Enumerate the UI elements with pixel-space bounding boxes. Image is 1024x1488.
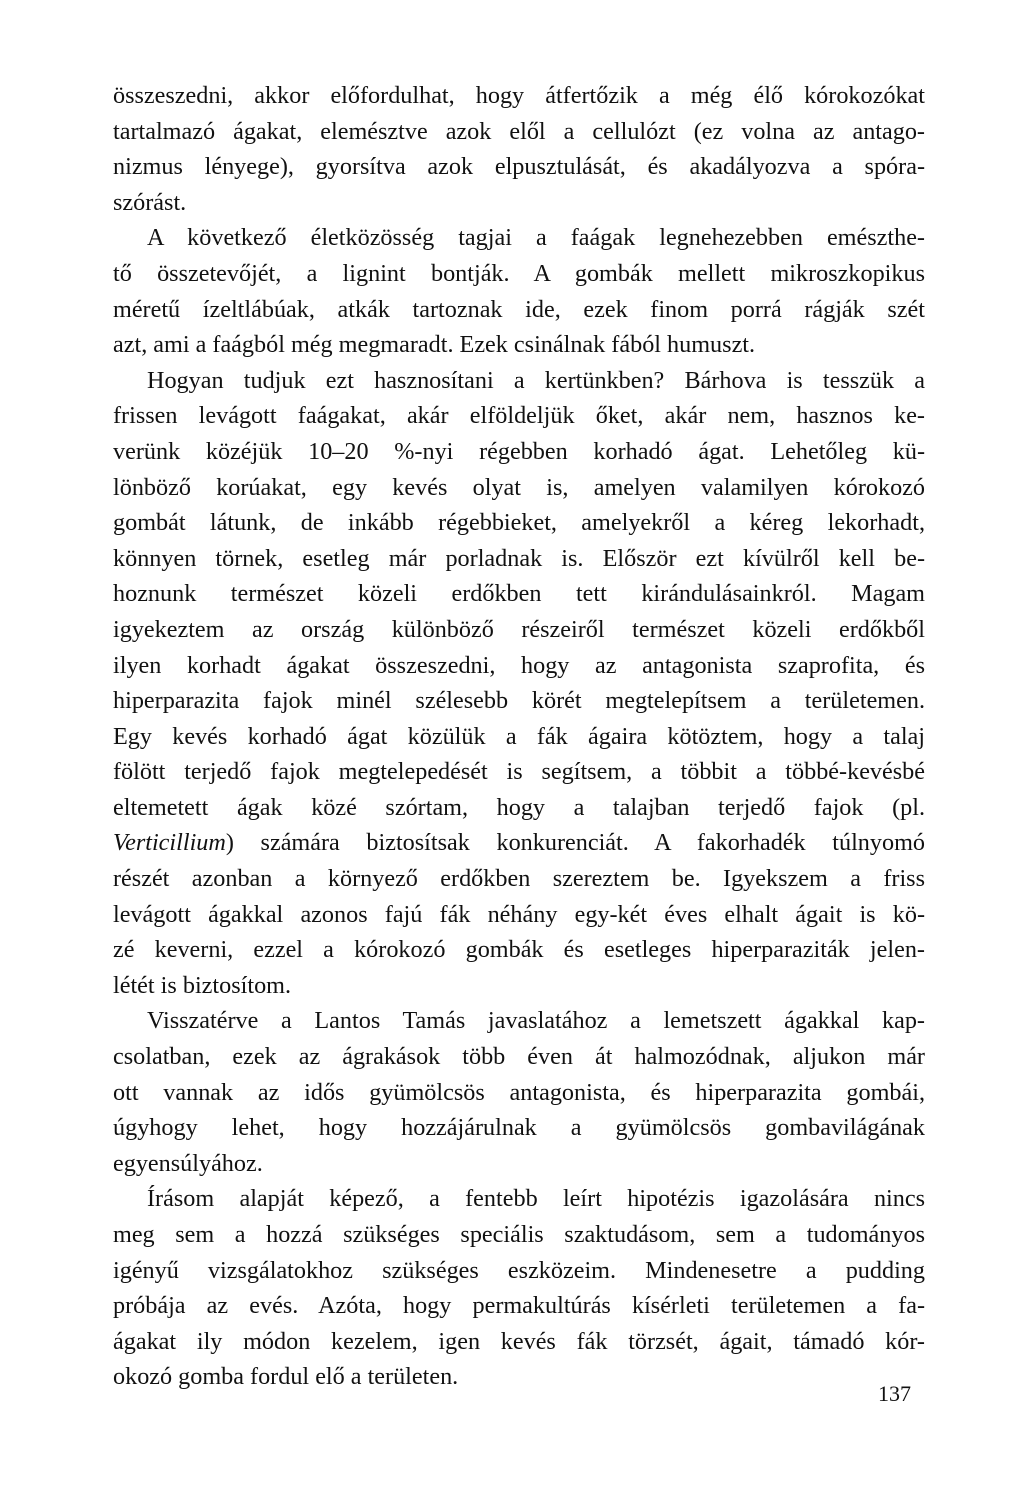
text-line: egyensúlyához. <box>113 1149 263 1177</box>
text-line: frissen levágott faágakat, akár elföldeljük őket, akár nem, hasznos ke- <box>113 402 925 430</box>
text-line: ágakat ily módon kezelem, igen kevés fák törzsét, ágait, támadó kór- <box>113 1327 925 1355</box>
page-body-text <box>113 78 925 1395</box>
text-line: verünk közéjük 10–20 %-nyi régebben korhadó ágat. Lehetőleg kü- <box>113 437 925 465</box>
text-line: igényű vizsgálatokhoz szükséges eszközeim. Mindenesetre a pudding <box>113 1256 925 1284</box>
text-line: Hogyan tudjuk ezt hasznosítani a kertünkben? Bárhova is tesszük a <box>147 366 925 394</box>
text-line: tő összetevőjét, a lignint bontják. A gombák mellett mikroszkopikus <box>113 259 925 287</box>
text-line: méretű ízeltlábúak, atkák tartoznak ide, ezek finom porrá rágják szét <box>113 295 925 323</box>
page-number: 137 <box>878 1381 911 1406</box>
text-line: létét is biztosítom. <box>113 971 292 999</box>
text-line: részét azonban a környező erdőkben szereztem be. Igyekszem a friss <box>113 865 925 893</box>
text-line: A következő életközösség tagjai a faágak legnehezebben emészthe- <box>147 224 925 252</box>
text-line: lönböző korúakat, egy kevés olyat is, amelyen valamilyen kórokozó <box>113 473 925 501</box>
text-line: nizmus lényege), gyorsítva azok elpusztulását, és akadályozva a spóra- <box>113 153 925 181</box>
text-line: Visszatérve a Lantos Tamás javaslatához a lemetszett ágakkal kap- <box>147 1007 925 1035</box>
text-line: gombát látunk, de inkább régebbieket, amelyekről a kéreg lekorhadt, <box>113 509 925 537</box>
text-line: csolatban, ezek az ágrakások több éven át halmozódnak, aljukon már <box>113 1043 925 1071</box>
text-line: szórást. <box>113 188 187 216</box>
text-line: összeszedni, akkor előfordulhat, hogy átfertőzik a még élő kórokozókat <box>113 82 925 109</box>
text-line: igyekeztem az ország különböző részeiről természet közeli erdőkből <box>113 615 925 643</box>
italic-term: Verticillium <box>113 829 226 857</box>
text-line: Verticillium) számára biztosítsak konkurenciát. A fakorhadék túlnyomó <box>113 829 925 857</box>
text-line: levágott ágakkal azonos fajú fák néhány egy-két éves elhalt ágait is kö- <box>113 900 925 928</box>
text-line: hoznunk természet közeli erdőkben tett kirándulásainkról. Magam <box>113 580 925 608</box>
text-line: zé keverni, ezzel a kórokozó gombák és esetleges hiperparaziták jelen- <box>113 936 925 964</box>
text-line: azt, ami a faágból még megmaradt. Ezek csinálnak fából humuszt. <box>113 331 756 359</box>
text-line: Egy kevés korhadó ágat közülük a fák ágaira kötöztem, hogy a talaj <box>113 722 925 750</box>
text-line: ilyen korhadt ágakat összeszedni, hogy az antagonista szaprofita, és <box>113 651 925 679</box>
text-line: ott vannak az idős gyümölcsös antagonista, és hiperparazita gombái, <box>113 1078 925 1106</box>
text-line: eltemetett ágak közé szórtam, hogy a talajban terjedő fajok (pl. <box>113 793 925 821</box>
text-line: könnyen törnek, esetleg már porladnak is. Először ezt kívülről kell be- <box>113 544 925 572</box>
text-line: meg sem a hozzá szükséges speciális szaktudásom, sem a tudományos <box>113 1221 925 1248</box>
text-line: úgyhogy lehet, hogy hozzájárulnak a gyümölcsös gombavilágának <box>113 1114 925 1142</box>
text-line: Írásom alapját képező, a fentebb leírt hipotézis igazolására nincs <box>147 1185 925 1213</box>
text-line: fölött terjedő fajok megtelepedését is segítsem, a többit a többé-kevésbé <box>113 758 925 786</box>
text-line: hiperparazita fajok minél szélesebb körét megtelepítsem a területemen. <box>113 687 925 715</box>
text-line: tartalmazó ágakat, elemésztve azok elől a cellulózt (ez volna az antago- <box>113 117 925 145</box>
text-line: okozó gomba fordul elő a területen. <box>113 1363 459 1391</box>
text-line: próbája az evés. Azóta, hogy permakultúrás kísérleti területemen a fa- <box>113 1292 925 1320</box>
